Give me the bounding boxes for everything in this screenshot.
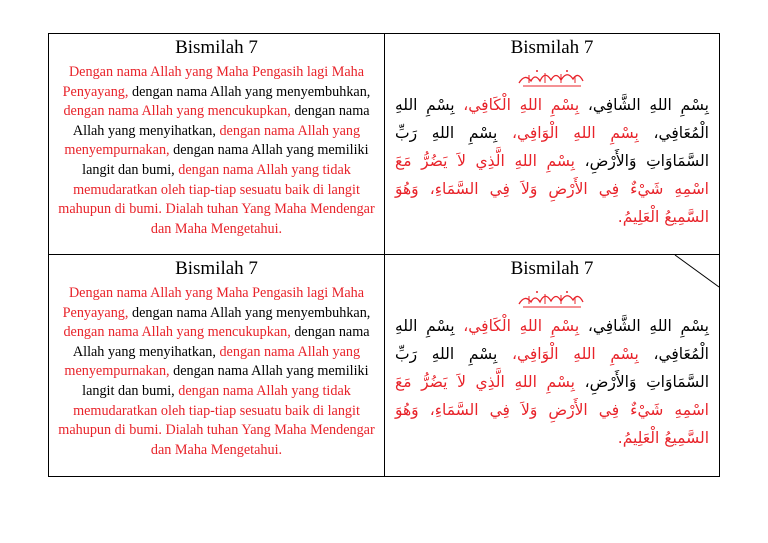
malay-segment: dengan nama Allah yang mencukupkan, — [63, 103, 291, 120]
card-1-malay-panel — [49, 34, 384, 254]
card-2-malay-panel — [49, 255, 384, 475]
malay-segment: dengan nama Allah yang menyempurnakan, — [64, 343, 361, 380]
flashcard-sheet — [48, 33, 720, 477]
malay-segment: dengan nama Allah yang tidak memudaratkan oleh tiap-tiap sesuatu baik di langit mahupun di bumi. Dialah tuhan Yang Maha Mendengar dan Maha Mengetahui. — [58, 161, 375, 237]
arabic-segment: بِسْمِ اللهِ الشَّافِي، — [579, 96, 709, 114]
malay-segment: Dengan nama Allah yang Maha Pengasih lagi Maha Penyayang, — [62, 285, 365, 321]
arabic-segment: بِسْمِ اللهِ الْكَافِي، — [454, 96, 580, 114]
card-2-malay-title: Bismilah 7 — [175, 258, 258, 279]
malay-segment: dengan nama Allah yang menyihatkan, — [72, 103, 370, 139]
card-1-arabic-text — [385, 89, 719, 231]
arabic-segment: بِسْمِ اللهِ الْمُعَافِي، — [395, 317, 709, 363]
malay-segment: dengan nama Allah yang tidak memudaratkan oleh tiap-tiap sesuatu baik di langit mahupun di bumi. Dialah tuhan Yang Maha Mendengar dan Maha Mengetahui. — [58, 382, 375, 458]
arabic-segment: بِسْمِ اللهِ الَّذِي لاَ يَضُرُّ مَعَ اسْمِهِ شَيْءٌ فِي الأَرْضِ وَلاَ فِي السَّمَاءِ، وَهُوَ السَّمِيعُ الْعَلِيمُ. — [395, 152, 709, 226]
folded-corner-icon — [673, 255, 719, 289]
card-2-arabic-text — [385, 310, 719, 452]
malay-segment: dengan nama Allah yang mencukupkan, — [63, 324, 291, 341]
arabic-segment: بِسْمِ اللهِ الْمُعَافِي، — [395, 96, 709, 142]
card-1-arabic-title: Bismilah 7 — [510, 37, 594, 58]
malay-segment: dengan nama Allah yang menyembuhkan, — [128, 83, 371, 100]
card-1-malay-title: Bismilah 7 — [175, 37, 258, 58]
malay-segment: dengan nama Allah yang menyihatkan, — [72, 324, 370, 360]
malay-segment: dengan nama Allah yang menyembuhkan, — [128, 304, 371, 321]
malay-segment: dengan nama Allah yang memiliki langit dan bumi, — [82, 142, 369, 178]
bismillah-calligraphy-icon — [515, 288, 589, 310]
card-1-malay-text — [49, 59, 384, 239]
malay-segment: dengan nama Allah yang menyempurnakan, — [64, 122, 361, 159]
malay-segment: Dengan nama Allah yang Maha Pengasih lagi Maha Penyayang, — [62, 64, 365, 100]
arabic-segment: بِسْمِ اللهِ الْكَافِي، — [454, 317, 580, 335]
card-1-arabic-panel — [385, 34, 719, 254]
arabic-segment: بِسْمِ اللهِ الْوَافِي، — [497, 124, 639, 142]
card-2-arabic-panel — [385, 255, 719, 475]
arabic-segment: بِسْمِ اللهِ الشَّافِي، — [579, 317, 709, 335]
arabic-segment: بِسْمِ اللهِ الَّذِي لاَ يَضُرُّ مَعَ اسْمِهِ شَيْءٌ فِي الأَرْضِ وَلاَ فِي السَّمَاءِ، وَهُوَ السَّمِيعُ الْعَلِيمُ. — [395, 373, 709, 447]
bismillah-calligraphy-icon — [515, 67, 589, 89]
arabic-segment: بِسْمِ اللهِ الْوَافِي، — [497, 345, 639, 363]
arabic-segment: بِسْمِ اللهِ رَبِّ السَّمَاوَاتِ وَالأَرْضِ، — [395, 345, 710, 391]
card-2-malay-text — [49, 280, 384, 460]
malay-segment: dengan nama Allah yang memiliki langit dan bumi, — [82, 363, 369, 399]
card-2-arabic-title: Bismilah 7 — [510, 258, 594, 279]
arabic-segment: بِسْمِ اللهِ رَبِّ السَّمَاوَاتِ وَالأَرْضِ، — [395, 124, 710, 170]
